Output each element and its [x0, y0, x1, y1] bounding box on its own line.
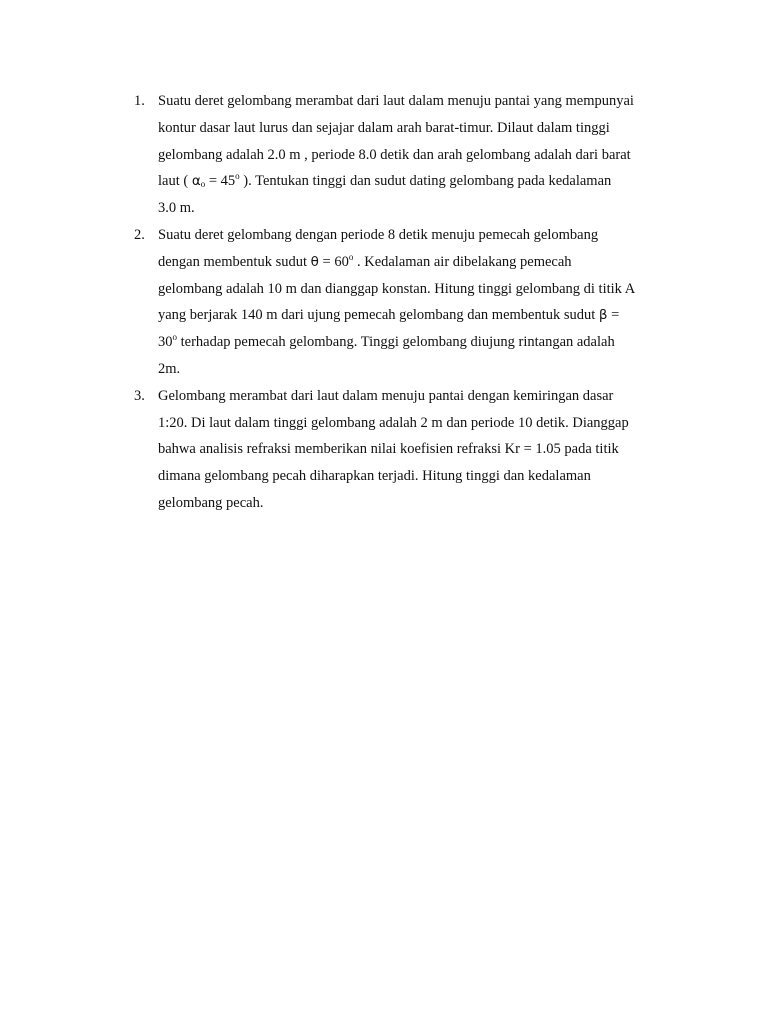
text-line: 3.0 m. — [158, 200, 195, 217]
problem-3 — [134, 383, 664, 517]
text-fragment: dengan membentuk sudut — [158, 253, 311, 270]
text-line: 1:20. Di laut dalam tinggi gelombang adalah 2 m dan periode 10 detik. Dianggap — [158, 414, 629, 431]
text-fragment: = 45 — [205, 173, 236, 190]
beta-symbol: β — [598, 307, 608, 324]
text-line: kontur dasar laut lurus dan sejajar dalam arah barat-timur. Dilaut dalam tinggi — [158, 119, 610, 136]
theta-symbol: θ — [310, 253, 319, 270]
text-line: gelombang adalah 2.0 m , periode 8.0 detik dan arah gelombang adalah dari barat — [158, 146, 631, 163]
text-line-with-degree — [158, 329, 664, 356]
text-line: Suatu deret gelombang dengan periode 8 detik menuju pemecah gelombang — [158, 226, 599, 243]
text-line: Gelombang merambat dari laut dalam menuju pantai dengan kemiringan dasar — [158, 387, 614, 404]
problem-1 — [134, 88, 664, 222]
text-fragment: . Kedalaman air dibelakang pemecah — [353, 253, 572, 270]
text-fragment: yang berjarak 140 m dari ujung pemecah gelombang dan membentuk sudut — [158, 307, 599, 324]
subscript: o — [200, 179, 206, 190]
text-line: gelombang pecah. — [158, 494, 264, 511]
text-line-with-angle-beta — [158, 302, 664, 329]
text-line: bahwa analisis refraksi memberikan nilai koefisien refraksi Kr = 1.05 pada titik — [158, 441, 619, 458]
text-fragment: = 60 — [318, 253, 349, 270]
text-line: dimana gelombang pecah diharapkan terjadi. Hitung tinggi dan kedalaman — [158, 468, 591, 485]
alpha-symbol: α — [191, 173, 201, 190]
degree-superscript: o — [235, 171, 240, 182]
text-fragment: = — [607, 307, 620, 324]
text-line-with-angle-alpha — [158, 168, 664, 195]
text-line: gelombang adalah 10 m dan dianggap konstan. Hitung tinggi gelombang di titik A — [158, 280, 636, 297]
degree-superscript: o — [172, 332, 177, 343]
degree-superscript: o — [348, 251, 354, 262]
text-line: 2m. — [158, 360, 181, 377]
text-fragment: 30 — [158, 334, 173, 351]
problem-2 — [134, 222, 664, 383]
text-fragment: ). Tentukan tinggi dan sudut dating gelombang pada kedalaman — [239, 173, 612, 190]
text-line-with-angle-theta — [158, 249, 664, 276]
problem-number: 1. — [134, 93, 145, 109]
text-fragment: terhadap pemecah gelombang. Tinggi gelombang diujung rintangan adalah — [177, 334, 615, 351]
problem-list — [134, 88, 664, 517]
problem-number: 3. — [134, 387, 145, 404]
text-fragment: laut ( — [158, 173, 192, 190]
text-line: Suatu deret gelombang merambat dari laut dalam menuju pantai yang mempunyai — [158, 93, 634, 109]
problem-number: 2. — [134, 226, 145, 243]
